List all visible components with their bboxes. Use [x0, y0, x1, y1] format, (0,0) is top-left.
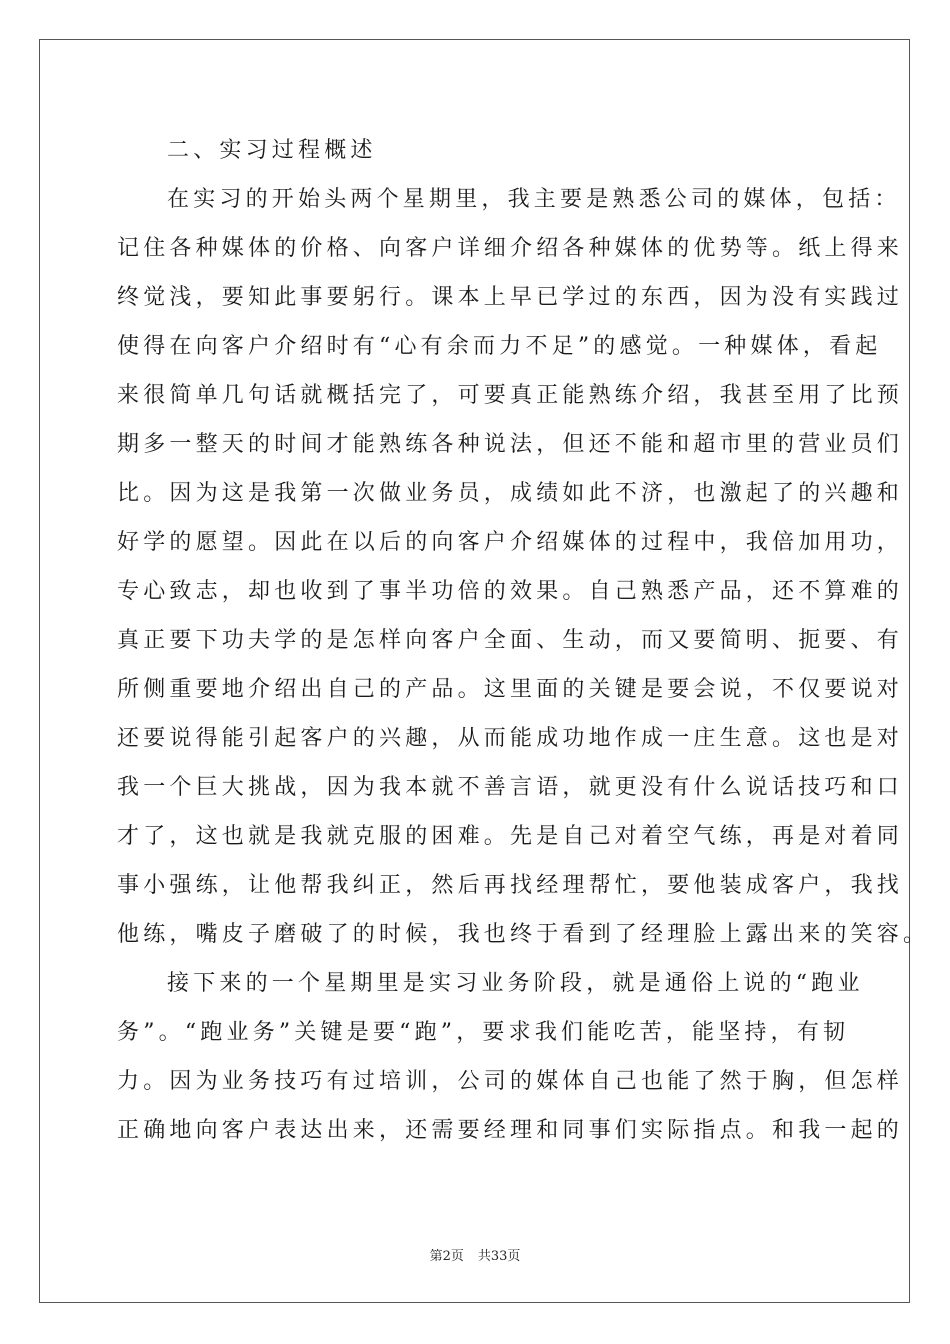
section-heading: 二、实习过程概述 [167, 138, 377, 163]
paragraph-line: 在实习的开始头两个星期里，我主要是熟悉公司的媒体，包括： [167, 187, 901, 212]
paragraph-line: 他练，嘴皮子磨破了的时候，我也终于看到了经理脸上露出来的笑容。 [117, 922, 930, 947]
page-footer [0, 1245, 950, 1264]
paragraph-line: 还要说得能引起客户的兴趣，从而能成功地作成一庄生意。这也是对 [117, 726, 904, 751]
paragraph-line: 好学的愿望。因此在以后的向客户介绍媒体的过程中，我倍加用功， [117, 530, 904, 555]
paragraph-line: 真正要下功夫学的是怎样向客户全面、生动，而又要简明、扼要、有 [117, 628, 904, 653]
paragraph-line: 力。因为业务技巧有过培训，公司的媒体自己也能了然于胸，但怎样 [117, 1069, 904, 1094]
paragraph-line: 务”。“跑业务”关键是要“跑”，要求我们能吃苦，能坚持，有韧 [117, 1020, 850, 1045]
paragraph-line: 所侧重要地介绍出自己的产品。这里面的关键是要会说，不仅要说对 [117, 677, 904, 702]
paragraph-line: 使得在向客户介绍时有“心有余而力不足”的感觉。一种媒体，看起 [117, 334, 882, 359]
paragraph-line: 正确地向客户表达出来，还需要经理和同事们实际指点。和我一起的 [117, 1118, 904, 1143]
paragraph-line: 事小强练，让他帮我纠正，然后再找经理帮忙，要他装成客户，我找 [117, 873, 904, 898]
paragraph-line: 我一个巨大挑战，因为我本就不善言语，就更没有什么说话技巧和口 [117, 775, 904, 800]
paragraph-line: 比。因为这是我第一次做业务员，成绩如此不济，也激起了的兴趣和 [117, 481, 904, 506]
paragraph-line: 终觉浅，要知此事要躬行。课本上早已学过的东西，因为没有实践过 [117, 285, 904, 310]
paragraph-line: 记住各种媒体的价格、向客户详细介绍各种媒体的优势等。纸上得来 [117, 236, 904, 261]
paragraph-line: 接下来的一个星期里是实习业务阶段，就是通俗上说的“跑业 [167, 971, 864, 996]
paragraph-line: 期多一整天的时间才能熟练各种说法，但还不能和超市里的营业员们 [117, 432, 904, 457]
paragraph-line: 才了，这也就是我就克服的困难。先是自己对着空气练，再是对着同 [117, 824, 904, 849]
document-body [117, 126, 930, 1155]
paragraph-line: 专心致志，却也收到了事半功倍的效果。自己熟悉产品，还不算难的 [117, 579, 904, 604]
total-page-count: 共33页 [477, 1249, 521, 1264]
paragraph-line: 来很简单几句话就概括完了，可要真正能熟练介绍，我甚至用了比预 [117, 383, 904, 408]
current-page-number: 第2页 [429, 1249, 464, 1264]
